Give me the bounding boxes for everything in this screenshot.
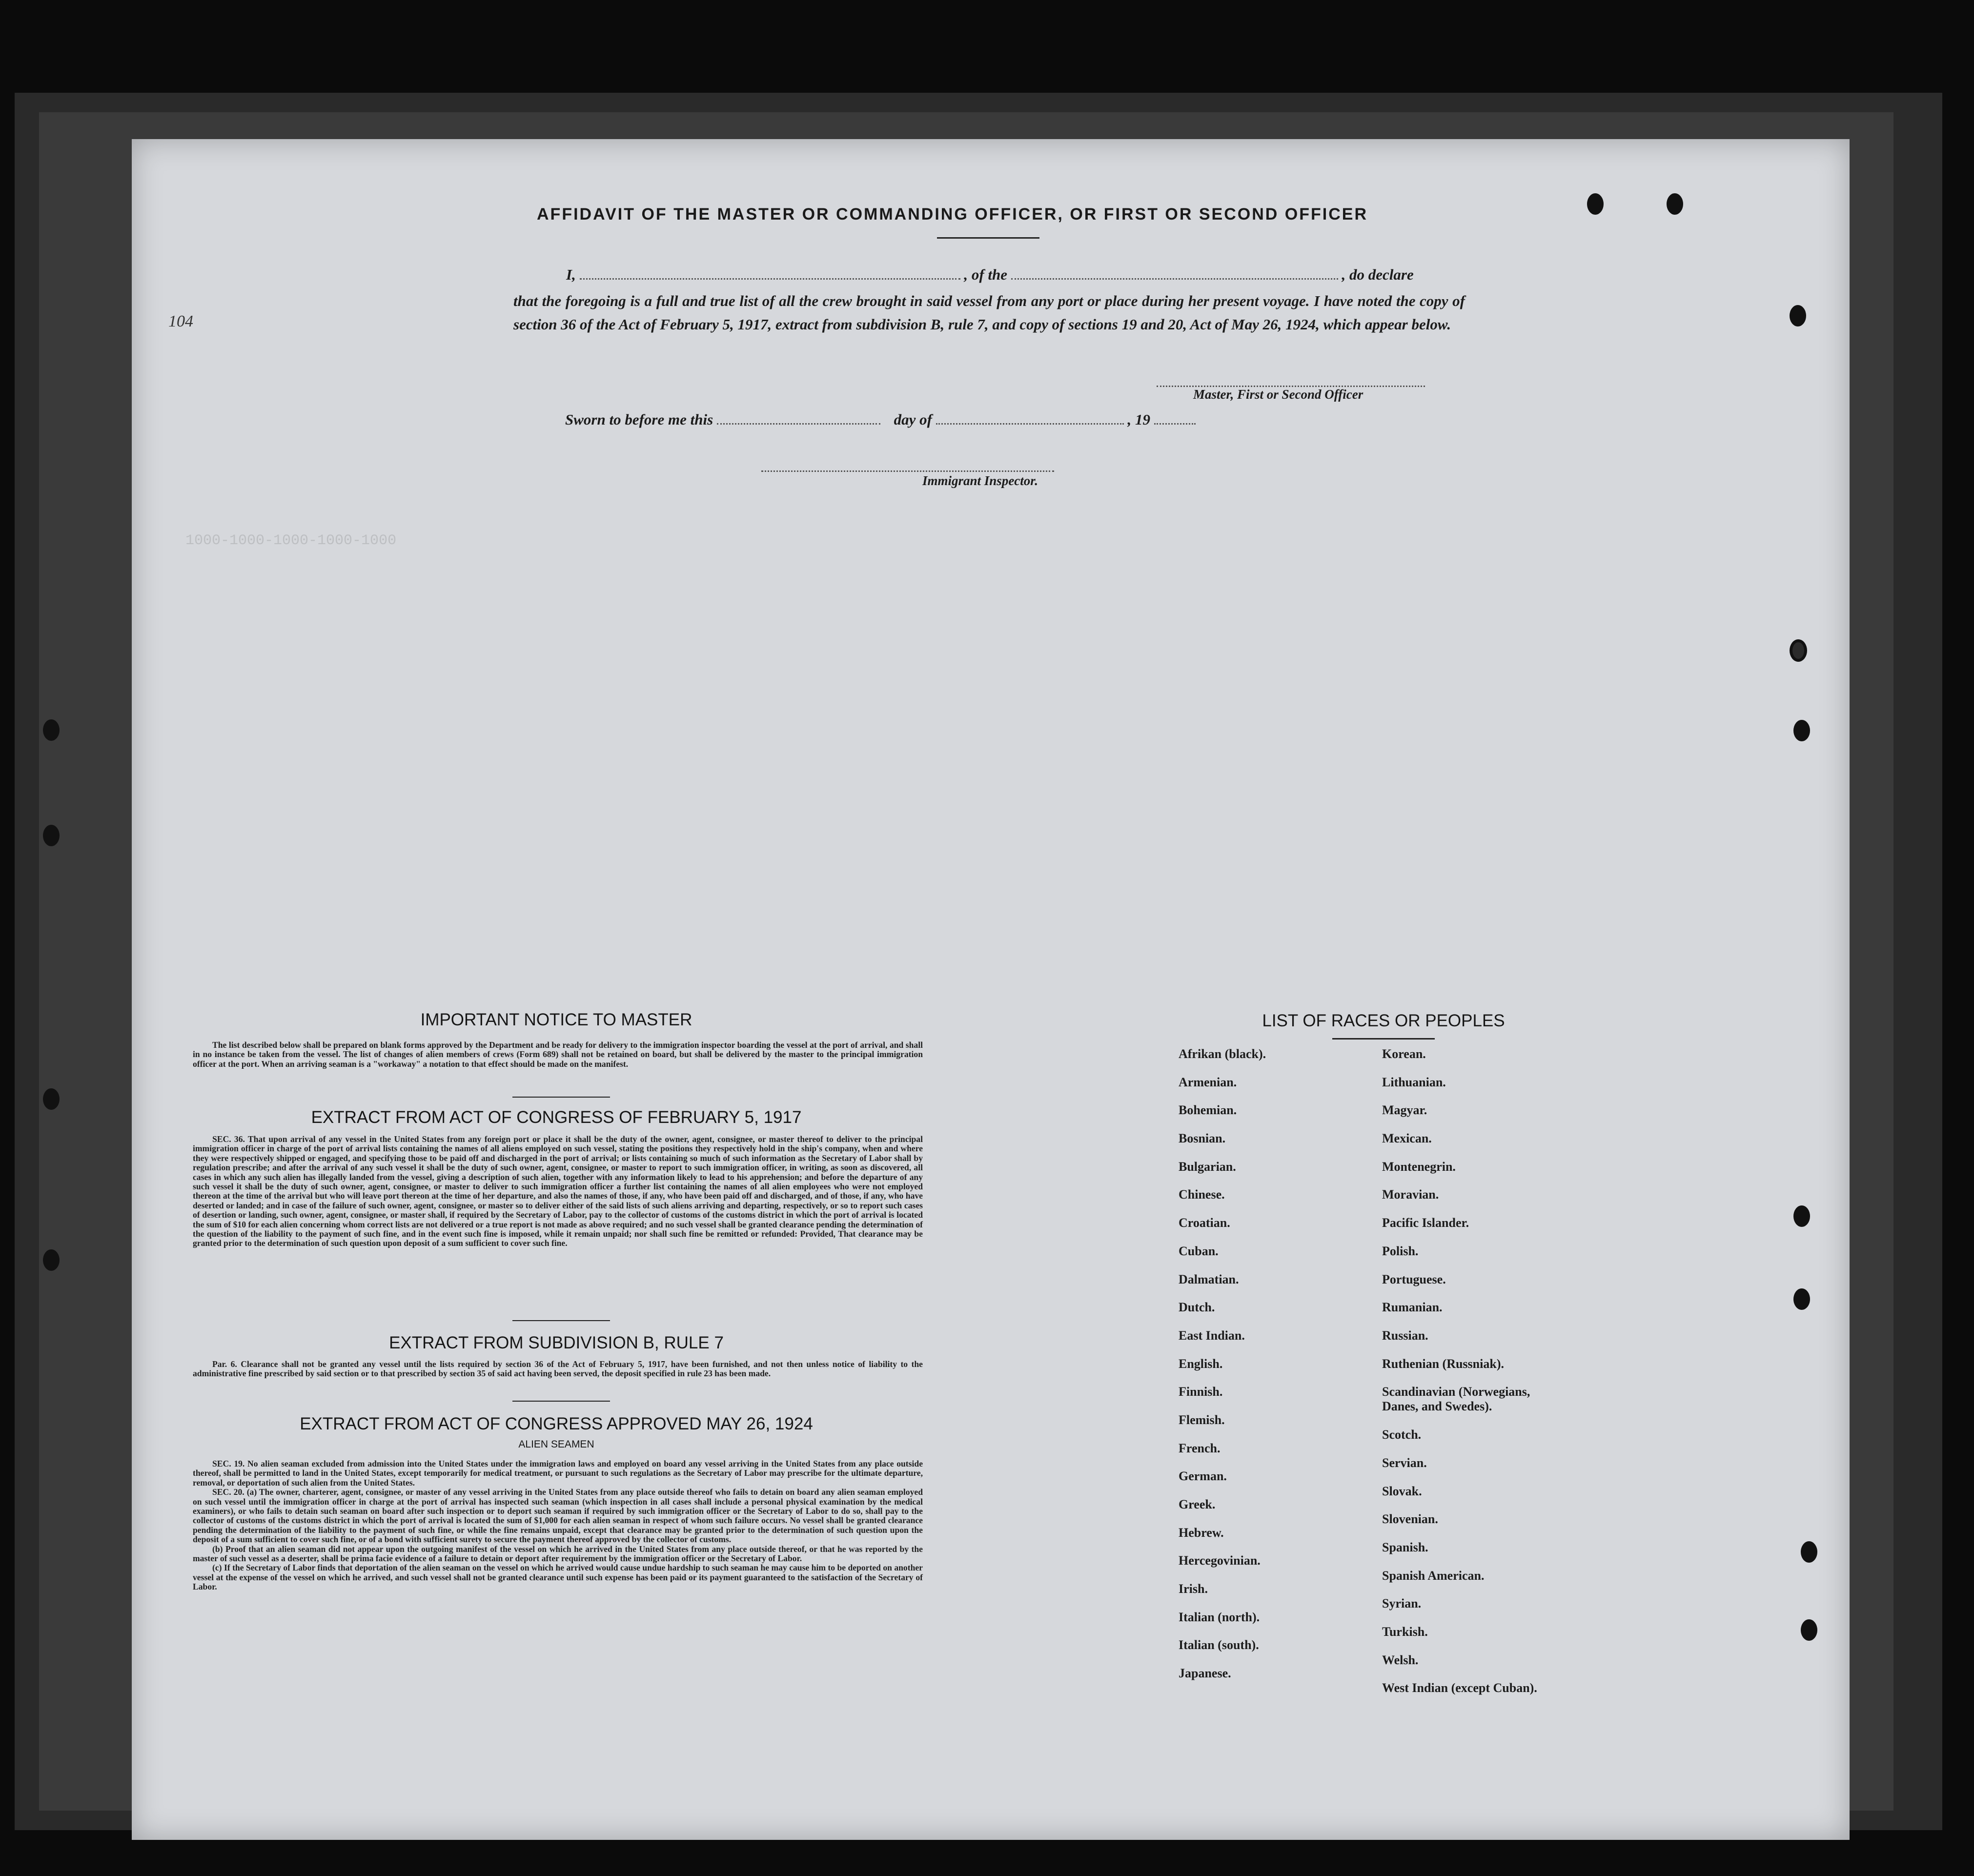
vessel-field[interactable]	[1011, 275, 1338, 280]
notice-title: IMPORTANT NOTICE TO MASTER	[420, 1010, 692, 1029]
race-item: Scandinavian (Norwegians, Danes, and Swedes).	[1382, 1385, 1530, 1414]
sec-19-paragraph: SEC. 19. No alien seaman excluded from admission into the United States under the immigration laws and employed on board any vessel arriving in the United States from any place outside thereof, shall be permitted to land in the United States, except temporarily for medical treatment, or pursuant to such regulations as the Secretary of Labor may prescribe for the ultimate departure, removal, or deportation of such alien from the United States.	[193, 1459, 923, 1488]
binder-ring	[43, 1249, 60, 1271]
extract-1917-title: EXTRACT FROM ACT OF CONGRESS OF FEBRUARY 5, 1917	[311, 1108, 802, 1127]
race-item: Croatian.	[1179, 1216, 1230, 1230]
race-item: Italian (south).	[1179, 1638, 1259, 1652]
sec-20b-paragraph: (b) Proof that an alien seaman did not appear upon the outgoing manifest of the vessel on which he arrived in the United States from any place outside thereof, or that he was reported by the master of such vessel as a deserter, shall be prima facie evidence of a failure to detain or deport after requirement by the immigration officer or the Secretary of Labor.	[193, 1544, 923, 1564]
race-item: Italian (north).	[1179, 1610, 1260, 1624]
races-left-column	[1179, 1047, 1364, 1694]
race-item: Greek.	[1179, 1497, 1216, 1511]
race-item: Moravian.	[1382, 1187, 1439, 1202]
rule7-text	[193, 1360, 923, 1379]
race-item: Welsh.	[1382, 1652, 1419, 1667]
sworn-line	[565, 411, 1196, 428]
extract-1924-text	[193, 1459, 923, 1592]
section-divider	[512, 1320, 610, 1321]
year-label: , 19	[1127, 411, 1150, 428]
inspector-label: Immigrant Inspector.	[922, 473, 1038, 488]
race-item: Scotch.	[1382, 1427, 1422, 1442]
race-item: Flemish.	[1179, 1412, 1225, 1427]
punch-hole	[1790, 305, 1806, 326]
title-underline	[937, 237, 1039, 239]
i-label: I,	[566, 266, 576, 283]
inspector-signature-line[interactable]	[761, 469, 1054, 472]
race-item: German.	[1179, 1469, 1227, 1484]
race-item: Irish.	[1179, 1582, 1208, 1596]
day-of-label: day of	[894, 411, 932, 428]
par-6-paragraph: Par. 6. Clearance shall not be granted any vessel until the lists required by section 36 of the Act of February 5, 1917, have been furnished, and not then unless notice of liability to the administrative fine prescribed by said section or to that prescribed by section 35 of said act having been served, the deposit specified in rule 23 has been made.	[193, 1359, 923, 1379]
punch-hole	[1793, 720, 1810, 741]
rule7-title: EXTRACT FROM SUBDIVISION B, RULE 7	[389, 1333, 724, 1352]
races-title: LIST OF RACES OR PEOPLES	[1262, 1011, 1505, 1030]
affidavit-title: AFFIDAVIT OF THE MASTER OR COMMANDING OFFICER, OR FIRST OR SECOND OFFICER	[537, 205, 1368, 224]
race-item: Hebrew.	[1179, 1525, 1224, 1540]
sec-36-paragraph: SEC. 36. That upon arrival of any vessel in the United States from any foreign port or place it shall be the duty of the owner, agent, consignee, or master thereof to deliver to the principal immigration officer in charge of the port of arrival lists containing the names of all aliens employed on such vessel, stating the positions they respectively hold in the ship's company, when and where they were respectively shipped or engaged, and specifying those to be paid off and discharged in the port of arrival; or lists containing so much of such information as the Secretary of Labor shall by regulation prescribe; and after the arrival of any such vessel it shall be the duty of such owner, agent, consignee, or master to report to such immigration officer, in writing, as soon as discovered, all cases in which any such alien has illegally landed from the vessel, giving a description of such alien, together with any information likely to lead to his apprehension; and before the departure of any such vessel it shall be the duty of such owner, agent, consignee, or master to deliver to such immigration officer a further list containing the names of all alien employees who were not employed thereon at the time of the arrival but who will leave port thereon at the time of her departure, and also the names of those, if any, who have been paid off and discharged, and of those, if any, who have deserted or landed; and in case of the failure of such owner, agent, consignee, or master so to deliver either of the said lists of such aliens arriving and departing, respectively, or so to report such cases of desertion or landing, such owner, agent, consignee, or master shall, if required by the Secretary of Labor, pay to the collector of customs of the customs district in which the port of arrival is located the sum of $10 for each alien concerning whom correct lists are not delivered or a true report is not made as above required; and no such vessel shall be granted clearance pending the determination of the question of the liability to the payment of such fine, and in the event such fine is imposed, while it remain unpaid; nor shall such fine be remitted or refunded: Provided, That clearance may be granted prior to the determination of such question upon deposit of a sum sufficient to cover such fine.	[193, 1134, 923, 1248]
race-item: Armenian.	[1179, 1075, 1237, 1089]
race-item: Pacific Islander.	[1382, 1216, 1469, 1230]
race-item: Syrian.	[1382, 1596, 1422, 1611]
race-item: Korean.	[1382, 1047, 1426, 1061]
race-item: Afrikan (black).	[1179, 1047, 1266, 1061]
race-item: Rumanian.	[1382, 1300, 1443, 1315]
race-item: Lithuanian.	[1382, 1075, 1446, 1089]
bleed-through-texture: 1000-1000-1000-1000-1000	[185, 532, 397, 549]
declare-label: , do declare	[1342, 266, 1414, 283]
sec-20a-paragraph: SEC. 20. (a) The owner, charterer, agent, consignee, or master of any vessel arriving in the United States from any place outside thereof who fails to detain on board any alien seaman employed on such vessel until the immigration officer in charge at the port of arrival has inspected such seaman (which inspection in all cases shall include a personal physical examination by the medical examiners), or who fails to detain such seaman on board after such inspection or to deport such seaman if required by such immigration officer or the Secretary of Labor to do so, shall pay to the collector of customs of the customs district in which the port of arrival is located the sum of $1,000 for each alien seaman in respect of whom such failure occurs. No vessel shall be granted clearance pending the determination of the liability to the payment of such fine, or while the fine remains unpaid, except that clearance may be granted prior to the determination of such question upon the deposit of a sum sufficient to cover such fine, or of a bond with sufficient surety to secure the payment thereof approved by the collector of customs.	[193, 1487, 923, 1545]
race-item: Hercegovinian.	[1179, 1553, 1261, 1568]
race-item: Finnish.	[1179, 1385, 1223, 1399]
of-the-label: , of the	[964, 266, 1008, 283]
race-item: Montenegrin.	[1382, 1159, 1456, 1174]
race-item: Servian.	[1382, 1455, 1427, 1470]
alien-seamen-subtitle: ALIEN SEAMEN	[518, 1439, 594, 1450]
sworn-month-field[interactable]	[936, 420, 1124, 425]
declaration-first-line	[566, 266, 1414, 284]
race-item: Dutch.	[1179, 1300, 1215, 1315]
races-right-column	[1382, 1047, 1597, 1709]
punch-hole	[1667, 193, 1683, 215]
sworn-label: Sworn to before me this	[565, 411, 713, 428]
margin-note: 104	[168, 312, 193, 330]
race-item: Bohemian.	[1179, 1103, 1237, 1118]
punch-hole	[1801, 1619, 1817, 1641]
races-title-underline	[1332, 1038, 1435, 1040]
punch-hole	[1793, 1205, 1810, 1227]
race-item: Bosnian.	[1179, 1131, 1226, 1146]
sec-20c-paragraph: (c) If the Secretary of Labor finds that deportation of the alien seaman on the vessel on which he arrived would cause undue hardship to such seaman he may cause him to be deported on another vessel at the expense of the vessel on which he arrived, and such vessel shall not be granted clearance until such expense has been paid or its payment guaranteed to the satisfaction of the Secretary of Labor.	[193, 1563, 923, 1592]
race-item: Turkish.	[1382, 1625, 1428, 1639]
punch-hole	[1587, 193, 1604, 215]
race-item: Dalmatian.	[1179, 1272, 1239, 1286]
race-item: Magyar.	[1382, 1103, 1427, 1118]
race-item: French.	[1179, 1441, 1221, 1455]
race-item: Ruthenian (Russniak).	[1382, 1356, 1504, 1371]
punch-hole	[1793, 1288, 1810, 1310]
race-item: Mexican.	[1382, 1131, 1432, 1146]
notice-text	[193, 1040, 923, 1069]
binder-ring	[43, 1088, 60, 1110]
affidavit-body-text: that the foregoing is a full and true list of all the crew brought in said vessel from any port or place during her present voyage. I have noted the copy of section 36 of the Act of February 5, 1917, extract from subdivision B, rule 7, and copy of sections 19 and 20, Act of May 26, 1924, which appear below.	[513, 292, 1465, 333]
signature-label: Master, First or Second Officer	[1193, 387, 1363, 402]
section-divider	[512, 1097, 610, 1098]
section-divider	[512, 1401, 610, 1402]
punch-hole	[1801, 1541, 1817, 1563]
race-item: Cuban.	[1179, 1244, 1219, 1258]
race-item: Portuguese.	[1382, 1272, 1446, 1286]
name-field[interactable]	[580, 275, 960, 280]
race-item: Slovenian.	[1382, 1512, 1438, 1527]
race-item: Spanish American.	[1382, 1568, 1485, 1583]
binder-ring	[43, 719, 60, 741]
race-item: Chinese.	[1179, 1187, 1225, 1202]
race-item: Polish.	[1382, 1244, 1419, 1258]
signature-line[interactable]	[1157, 384, 1425, 387]
extract-1924-title: EXTRACT FROM ACT OF CONGRESS APPROVED MAY 26, 1924	[300, 1414, 813, 1433]
race-item: West Indian (except Cuban).	[1382, 1681, 1537, 1695]
notice-paragraph: The list described below shall be prepared on blank forms approved by the Department and be ready for delivery to the immigration inspector boarding the vessel at the port of arrival, and shall in no instance be taken from the vessel. The list of changes of alien members of crews (Form 689) shall not be retained on board, but shall be delivered by the master to the principal immigration officer at the port. When an arriving seaman is a "workaway" a notation to that effect should be made on the manifest.	[193, 1040, 923, 1069]
race-item: Bulgarian.	[1179, 1159, 1236, 1174]
race-item: Russian.	[1382, 1328, 1428, 1343]
extract-1917-text	[193, 1135, 923, 1248]
punch-hole	[1790, 639, 1807, 662]
race-item: English.	[1179, 1356, 1223, 1371]
race-item: Slovak.	[1382, 1484, 1422, 1498]
sworn-year-field[interactable]	[1154, 420, 1196, 425]
race-item: Japanese.	[1179, 1666, 1231, 1681]
race-item: Spanish.	[1382, 1540, 1428, 1554]
race-item: East Indian.	[1179, 1328, 1245, 1343]
binder-ring	[43, 825, 60, 846]
affidavit-body	[513, 289, 1465, 336]
sworn-day-field[interactable]	[717, 420, 880, 425]
